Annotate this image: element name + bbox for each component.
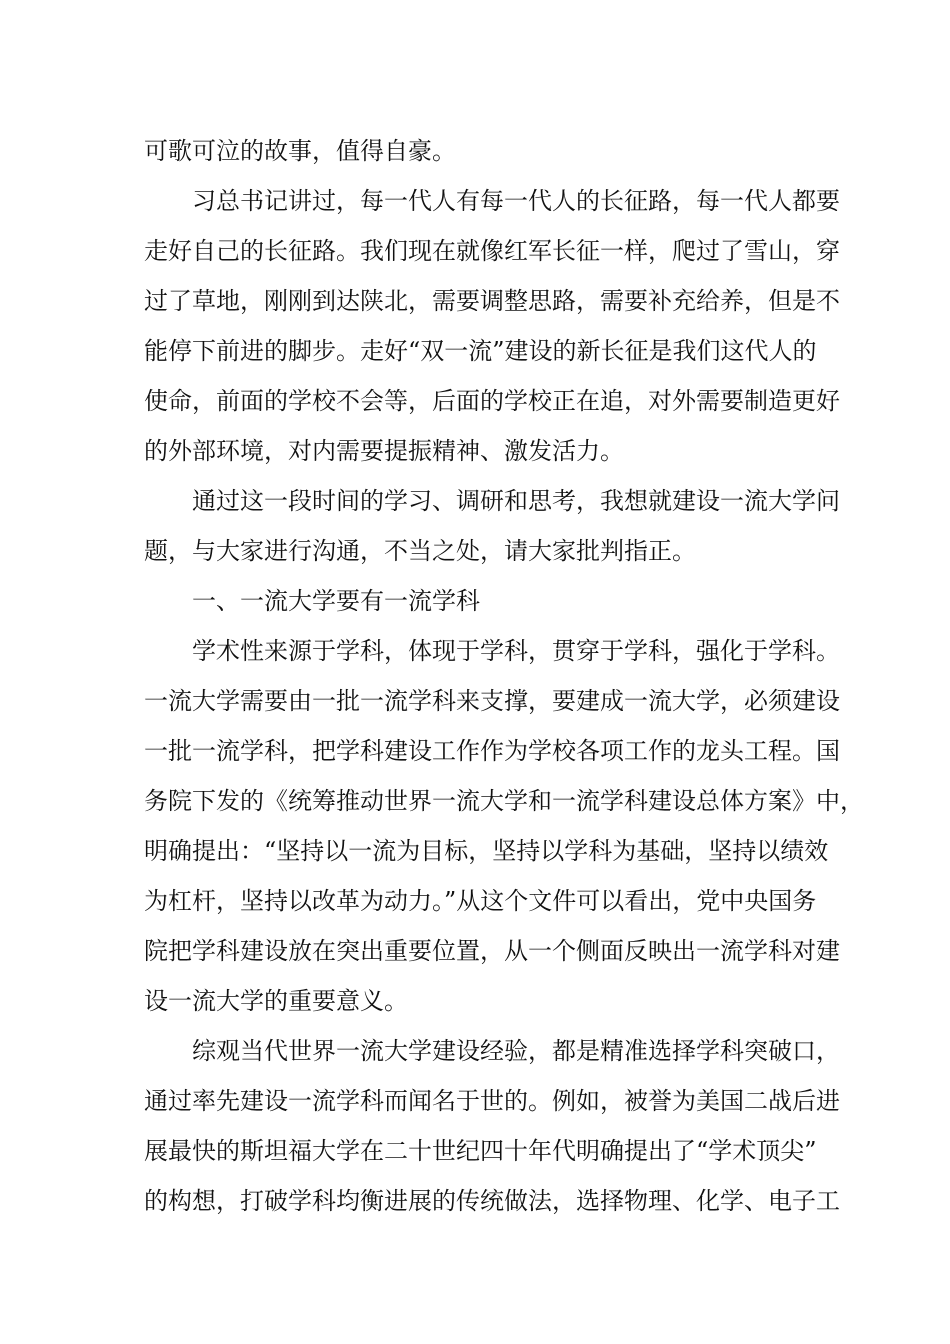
text-line: 一批一流学科，把学科建设工作作为学校各项工作的龙头工程。国 bbox=[144, 737, 840, 765]
text-line: 可歌可泣的故事，值得自豪。 bbox=[144, 137, 456, 165]
text-line: 为杠杆，坚持以改革为动力。”从这个文件可以看出，党中央国务 bbox=[144, 887, 817, 915]
text-line: 院把学科建设放在突出重要位置，从一个侧面反映出一流学科对建 bbox=[144, 937, 840, 965]
text-line: 明确提出：“坚持以一流为目标，坚持以学科为基础，坚持以绩效 bbox=[144, 837, 829, 865]
text-line: 通过率先建设一流学科而闻名于世的。例如，被誉为美国二战后进 bbox=[144, 1087, 840, 1115]
text-line: 能停下前进的脚步。走好“双一流”建设的新长征是我们这代人的 bbox=[144, 337, 817, 365]
text-line: 一流大学需要由一批一流学科来支撑，要建成一流大学，必须建设 bbox=[144, 687, 840, 715]
text-line: 综观当代世界一流大学建设经验，都是精准选择学科突破口， bbox=[192, 1037, 840, 1065]
text-line: 展最快的斯坦福大学在二十世纪四十年代明确提出了“学术顶尖” bbox=[144, 1137, 817, 1165]
text-line: 过了草地，刚刚到达陕北，需要调整思路，需要补充给养，但是不 bbox=[144, 287, 840, 315]
text-line: 务院下发的《统筹推动世界一流大学和一流学科建设总体方案》中， bbox=[144, 787, 864, 815]
text-line: 习总书记讲过，每一代人有每一代人的长征路，每一代人都要 bbox=[192, 187, 840, 215]
text-line: 的构想，打破学科均衡进展的传统做法，选择物理、化学、电子工 bbox=[144, 1187, 840, 1215]
text-line: 走好自己的长征路。我们现在就像红军长征一样，爬过了雪山，穿 bbox=[144, 237, 840, 265]
text-line: 学术性来源于学科，体现于学科，贯穿于学科，强化于学科。 bbox=[192, 637, 840, 665]
text-line: 设一流大学的重要意义。 bbox=[144, 987, 408, 1015]
text-line: 通过这一段时间的学习、调研和思考，我想就建设一流大学问 bbox=[192, 487, 840, 515]
text-line: 使命，前面的学校不会等，后面的学校正在追，对外需要制造更好 bbox=[144, 387, 840, 415]
text-line: 题，与大家进行沟通，不当之处，请大家批判指正。 bbox=[144, 537, 696, 565]
section-heading: 一、一流大学要有一流学科 bbox=[192, 587, 480, 615]
text-line: 的外部环境，对内需要提振精神、激发活力。 bbox=[144, 437, 624, 465]
